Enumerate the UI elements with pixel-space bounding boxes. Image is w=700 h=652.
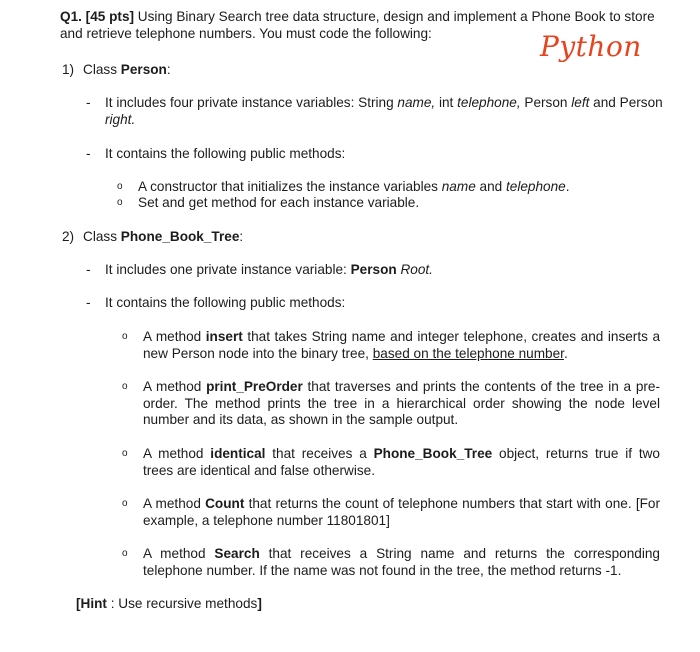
section2-item2-text: It contains the following public methods: [105,295,346,310]
section1-class-name: Person [120,62,167,77]
section1-item2-dash: - [86,146,91,161]
section2-method-search: A method Search that receives a String name and returns the corresponding telephone number. If the name was not found in the tree, the method returns -1. [143,546,660,578]
method-name-print-preorder: print_PreOrder [206,379,303,394]
section1-item2-text: It contains the following public methods: [105,146,346,161]
section2-class-name: Phone_Book_Tree [120,229,240,244]
section1-item1-text: It includes four private instance variables: String name, int telephone, Person left and Person right. [105,95,663,127]
hint-label: Hint [80,596,107,611]
hint: [Hint : Use recursive methods] [76,596,262,611]
section1-number: 1) [62,62,75,77]
method-name-count: Count [205,496,245,511]
method-name-insert: insert [205,329,243,344]
section2-method1-bullet: o [122,331,128,342]
section1-method2-text: Set and get method for each instance variable. [138,195,420,210]
section1-method1-text: A constructor that initializes the instance variables name and telephone. [138,179,570,194]
section2-method3-bullet: o [122,448,128,459]
section1-heading: Class Person: [83,62,171,77]
section2-item1-dash: - [86,262,91,277]
section2-item2-dash: - [86,295,91,310]
section1-method1-bullet: o [117,181,123,192]
section1-method2-bullet: o [117,197,123,208]
question-intro: Using Binary Search tree data structure, design and implement a Phone Book to store and retrieve telephone numbers. You must code the following: [60,9,655,41]
section2-method-count: A method Count that returns the count of telephone numbers that start with one. [For example, a telephone number 11801801] [143,496,661,528]
python-annotation: Python [540,30,642,63]
section1-item1-dash: - [86,95,91,110]
section2-method5-bullet: o [122,548,128,559]
method-name-identical: identical [210,446,266,461]
section2-item1-text: It includes one private instance variable: Person Root. [105,262,433,277]
section2-heading: Class Phone_Book_Tree: [83,229,244,244]
section2-number: 2) [62,229,75,244]
method-name-search: Search [214,546,260,561]
section2-method-identical: A method identical that receives a Phone_Book_Tree object, returns true if two trees are identical and false otherwise. [143,446,660,478]
question-label: Q1. [45 pts] [60,9,135,24]
section2-method4-bullet: o [122,498,128,509]
section2-method-insert: A method insert that takes String name and integer telephone, creates and inserts a new Person node into the binary tree, based on the telephone number. [143,329,660,361]
section2-method2-bullet: o [122,381,128,392]
section2-method-print-preorder: A method print_PreOrder that traverses and prints the contents of the tree in a pre-order. The method prints the tree in a hierarchical order showing the node level number and its data, as shown in the sample output. [143,379,661,427]
